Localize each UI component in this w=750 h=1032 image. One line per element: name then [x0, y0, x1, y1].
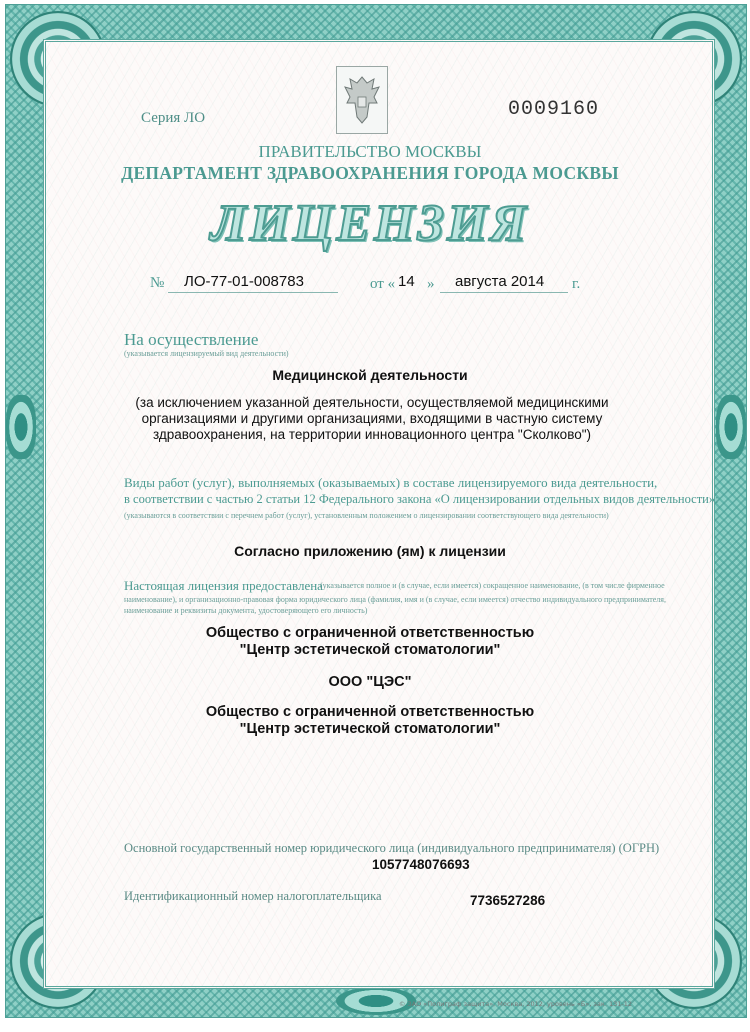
- granted-hint-1: (указывается полное и (в случае, если имеется) сокращенное наименование, (в том числе фирменное: [320, 581, 665, 590]
- org-short-name: ООО "ЦЭС": [328, 674, 412, 690]
- works-text-line-2: в соответствии с частью 2 статьи 12 Федерального закона «О лицензировании отдельных видов деятельности»:: [124, 492, 719, 506]
- org-firm-name-line-2: "Центр эстетической стоматологии": [239, 721, 501, 737]
- license-number-row: [0, 273, 740, 297]
- department-heading: ДЕПАРТАМЕНТ ЗДРАВООХРАНЕНИЯ ГОРОДА МОСКВЫ: [121, 163, 619, 183]
- works-text-line-1: Виды работ (услуг), выполняемых (оказываемых) в составе лицензируемого вида деятельности,: [124, 475, 658, 490]
- date-month-year: августа 2014: [455, 273, 545, 290]
- number-sign: №: [150, 275, 165, 291]
- date-from-label: от «: [370, 276, 396, 292]
- date-day: 14: [398, 273, 415, 290]
- works-hint: (указываются в соответствии с перечнем работ (услуг), установленным положением о лицензировании соответствующего вида деятельности): [124, 511, 609, 520]
- granted-label: Настоящая лицензия предоставлена: [124, 578, 323, 593]
- license-number: ЛО-77-01-008783: [184, 273, 304, 290]
- granted-hint-3: наименование и реквизиты документа, удостоверяющего его личность): [124, 606, 368, 615]
- year-suffix: г.: [572, 276, 581, 292]
- ogrn-value: 1057748076693: [372, 857, 470, 872]
- works-value: Согласно приложению (ям) к лицензии: [234, 543, 506, 559]
- activity-label: На осуществление: [124, 330, 259, 349]
- government-heading: ПРАВИТЕЛЬСТВО МОСКВЫ: [258, 142, 482, 161]
- number-underline: [168, 292, 338, 293]
- series-label: Серия ЛО: [141, 110, 206, 126]
- activity-note: (за исключением указанной деятельности, осуществляемой медицинскими организациями и другими организациями, входящими в частную систему здравоохранения, на территории инновационного центра "Сколково"): [135, 395, 609, 442]
- activity-value: Медицинской деятельности: [272, 367, 468, 383]
- serial-number: 0009160: [508, 98, 600, 121]
- coat-of-arms-icon: [336, 66, 388, 134]
- document-title: ЛИЦЕНЗИЯ: [210, 195, 530, 252]
- date-underline: [440, 292, 568, 293]
- granted-hint-2: наименование), и организационно-правовая форма юридического лица (фамилия, имя и (в случае, если имеется) отчество индивидуального предпринимателя,: [124, 595, 666, 604]
- side-ornament-right: [716, 395, 746, 459]
- printer-footer: © ЗАО «Полиграф защита», Москва, 2012, уровень «Б», зак. 131-12: [398, 1000, 632, 1008]
- org-firm-name-line-1: Общество с ограниченной ответственностью: [205, 704, 535, 720]
- org-full-name-line-1: Общество с ограниченной ответственностью: [205, 625, 535, 641]
- ogrn-label: Основной государственный номер юридического лица (индивидуального предпринимателя) (ОГРН): [124, 841, 660, 855]
- org-full-name-line-2: "Центр эстетической стоматологии": [239, 642, 501, 658]
- inn-value: 7736527286: [470, 893, 546, 908]
- activity-hint: (указывается лицензируемый вид деятельности): [124, 349, 289, 358]
- date-close-quote: »: [427, 276, 435, 292]
- side-ornament-left: [6, 395, 36, 459]
- inn-label: Идентификационный номер налогоплательщика: [124, 889, 382, 903]
